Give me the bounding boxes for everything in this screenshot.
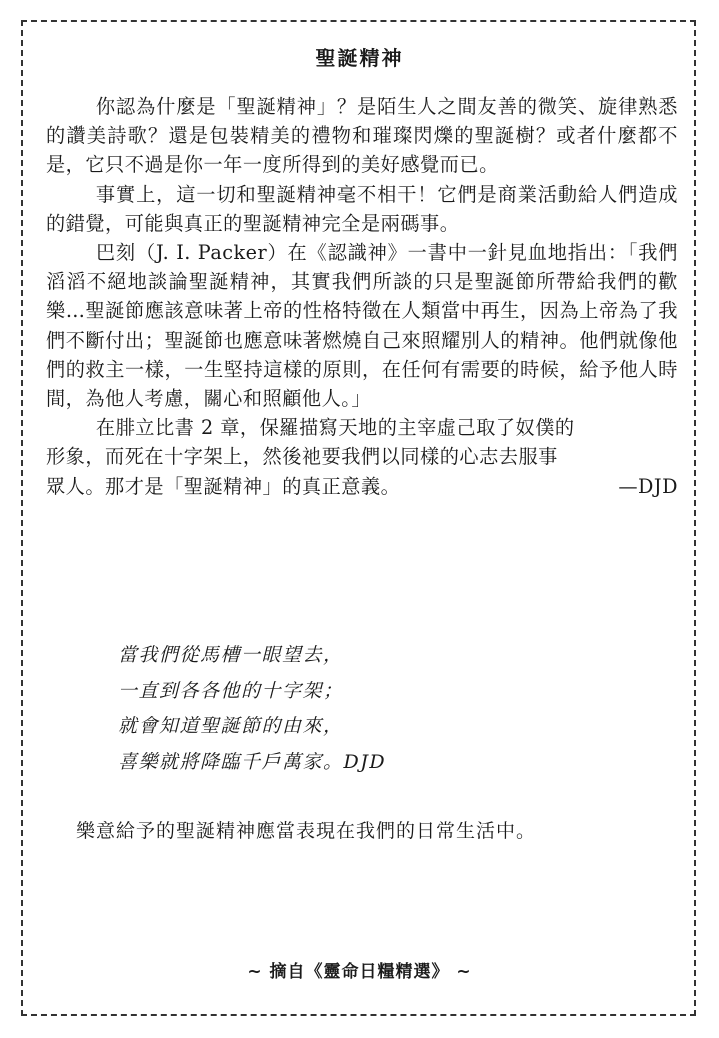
- paragraph-2: 事實上，這一切和聖誕精神毫不相干！它們是商業活動給人們造成的錯覺，可能與真正的聖誕精神完全是兩碼事。: [46, 182, 678, 235]
- paragraph-4-line-2: 形象，而死在十字架上，然後祂要我們以同樣的心志去服事: [46, 445, 558, 469]
- article-body: [46, 92, 678, 501]
- poem-line: 喜樂就將降臨千戶萬家。DJD: [118, 750, 387, 773]
- poem: [118, 638, 386, 780]
- paragraph-4-line-3: 眾人。那才是「聖誕精神」的真正意義。: [46, 474, 401, 498]
- poem-line: 當我們從馬槽一眼望去，: [118, 644, 344, 666]
- paragraph-1: 你認為什麼是「聖誕精神」？是陌生人之間友善的微笑、旋律熟悉的讚美詩歌？還是包裝精美的禮物和璀璨閃爍的聖誕樹？或者什麼都不是，它只不過是你一年一度所得到的美好感覺而已。: [46, 95, 678, 177]
- source-attribution: ~ 摘自《靈命日糧精選》 ~: [247, 962, 472, 982]
- closing-sentence: 樂意給予的聖誕精神應當表現在我們的日常生活中。: [76, 820, 537, 842]
- poem-line: 一直到各各他的十字架；: [118, 679, 344, 702]
- paragraph-4-last-line: [46, 472, 678, 501]
- poem-line: 就會知道聖誕節的由來，: [118, 715, 344, 737]
- paragraph-4: [46, 413, 678, 501]
- page-title: 聖誕精神: [315, 46, 404, 70]
- paragraph-4-line-1: 在腓立比書 2 章，保羅描寫天地的主宰虛己取了奴僕的: [95, 416, 575, 440]
- paragraph-3: 巴刻（J. I. Packer）在《認識神》一書中一針見血地指出：「我們滔滔不絕地談論聖誕精神，其實我們所談的只是聖誕節所帶給我們的歡樂…聖誕節應該意味著上帝的性格特徵在人類當中再生，因為上帝為了我們不斷付出；聖誕節也應意味著燃燒自己來照耀別人的精神。他們就像他們的救主一樣，一生堅持這樣的原則，在任何有需要的時候，給予他人時間，為他人考慮，關心和照顧他人。」: [46, 241, 678, 411]
- author-signature: —DJD: [618, 474, 678, 498]
